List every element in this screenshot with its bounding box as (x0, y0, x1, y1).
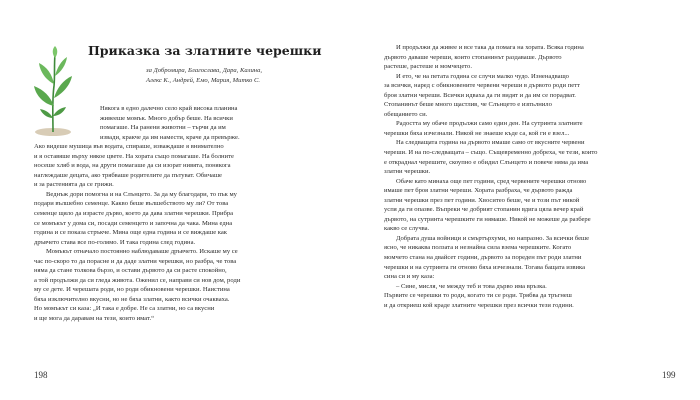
text-line: а той продължи да си гледа живота. Оженил се, направи си нов дом, роди (34, 276, 241, 284)
text-line: – Сине, мисля, че между теб и това дърво има връзка. (396, 282, 547, 290)
text-line: няма да стане толкова бързо, и остави дървото да си расте спокойно, (34, 267, 227, 275)
text-line: На следващата година на дървото имаше само от вкусните червени (396, 139, 585, 147)
text-line: и да откриеш кой краде златните черешки през всички тези години. (384, 301, 574, 309)
text-line: час по-скоро то да порасне и да даде златни черешки, но разбра, че това (34, 257, 237, 265)
text-line: Ако видеше мушица във водата, спираше, изваждаше я внимателно (34, 143, 224, 151)
text-line: Някога в едно далечно село край висока планина (100, 105, 238, 112)
text-line: и за растенията да се грижи. (34, 181, 114, 189)
text-line: обещанието си. (384, 110, 428, 118)
text-line: дръвчето става все по-голямо. И така година след година. (34, 238, 196, 246)
text-line: подари вълшебно семенце. Какво беше вълшебството му ли? От това (34, 200, 229, 208)
text-line: Обаче като минаха още пет години, сред червените черешки отново (396, 177, 587, 185)
text-line: извади, кракче да им намести, краче да превърже. (100, 133, 240, 141)
text-line: за всички, наред с обикновените червени череши в дървото роди петт (384, 82, 580, 90)
dedication-line: за Добромира, Благослава, Дара, Калина, (146, 67, 263, 74)
text-line: Но момъкът си каза: „И така е добре. Не са златни, но са вкусни (34, 305, 215, 313)
text-line: какво се случва. (384, 225, 430, 233)
text-line: Стопанинът беше много щастлив, че Слънцето е изпълнило (384, 101, 552, 109)
text-line: Първите се черешки то роди, когато ти се роди. Трябва да тръгнеш (384, 292, 572, 300)
left-body-text (34, 104, 334, 324)
text-line: живееше момък. Много добър беше. На всички (100, 114, 233, 122)
text-line: златни черешки. (384, 168, 431, 176)
text-line: наглеждаше децата, ако трябваше родителите да пътуват. Обичаше (34, 171, 222, 179)
text-line: сина си и му каза: (384, 273, 435, 281)
text-line: броя златни череши. Всички идваха да ги видят и да им се порадват. (384, 91, 576, 99)
text-line: дървото, на сутринта черешките ги нямаше. Никой не можеше да разбере (384, 215, 591, 223)
text-line: му се дете. И черешата роди, но роди обикновени черешки. Наистина (34, 286, 230, 294)
text-line: имаше пет броя златни череши. Хората разбраха, че дървото ражда (384, 187, 573, 195)
text-line: дървото даваше череши, които стопанинът раздаваше. Дървото (384, 53, 562, 61)
text-line: златни черешки през пет години. Хвоситео беше, че и този път никой (384, 196, 580, 204)
text-line: И продължи да живее и все така да помага на хората. Всяка година (396, 44, 584, 51)
text-line: Веднъж дори помогна и на Слънцето. За да му благодари, то пък му (46, 190, 237, 198)
text-line: година и се показа стръкче. Мина още една година и се виждаше как (34, 229, 228, 237)
page-number-left: 198 (34, 370, 48, 380)
text-line: череши. И на по-следващата – също. Същевременно добреха, че тези, които (384, 149, 598, 157)
text-line: и я оставяше върху някое цвете. На хората също помагаше. На болните (34, 152, 234, 160)
page-number-right: 199 (662, 370, 676, 380)
text-line: успя да ги опазве. Въпреки че добрият стопанин вдига цяла вечер край (384, 206, 584, 214)
text-line: Радостта му обаче продължи само един ден. На сутринта златните (396, 120, 583, 128)
text-line: помагаше. На ранени животни – търчи да им (100, 124, 226, 132)
text-line: бяха изключително вкусни, но не бяха златни, както всички очакваха. (34, 295, 230, 303)
text-line: И ето, че на петата година се случи малко чудо. Изненадващо (396, 72, 569, 80)
right-body-text (384, 43, 682, 310)
story-title: Приказка за златните черешки (88, 43, 322, 58)
text-line: семенце щяло да израсте дърво, което да дава златни черешки. Прибра (34, 210, 234, 218)
text-line: Добрата душа войници и смъртърхуми, но напразно. За всички беше (396, 234, 590, 242)
text-line: се момъкът у дома си, посади семенцето и започна да чака. Мина една (34, 219, 233, 227)
text-line: ясно, че никаква ползата и незнайна сила взема черешките. Когато (384, 244, 572, 252)
dedication (146, 66, 336, 86)
text-line: и ще мога да даравам на тези, които имат.“ (34, 315, 155, 323)
text-line: черешки и на сутринта ги отново бяха изчезнали. Тогава бащата извика (384, 263, 586, 271)
text-line: Момъкът отначало постоянно наблюдаваше дръвчето. Искаше му се (46, 248, 238, 256)
text-line: носеше хляб и вода, на други помагаше да си изорат нивята, понякога (34, 162, 231, 170)
text-line: момчето стана на двайсет години, дървото за пореден път роди златни (384, 254, 582, 262)
text-line: черешки бяха изчезнали. Никой не знаеше къде са, кой ги е взел... (384, 129, 570, 137)
text-line: е откраднал черешите, скоупно е обидил Слънцето и повече няма да има (384, 158, 589, 166)
dedication-line: Алекс К., Андрей, Емо, Мария, Митко С. (146, 77, 261, 84)
text-line: растеше, растеше и момчецето. (384, 63, 473, 71)
